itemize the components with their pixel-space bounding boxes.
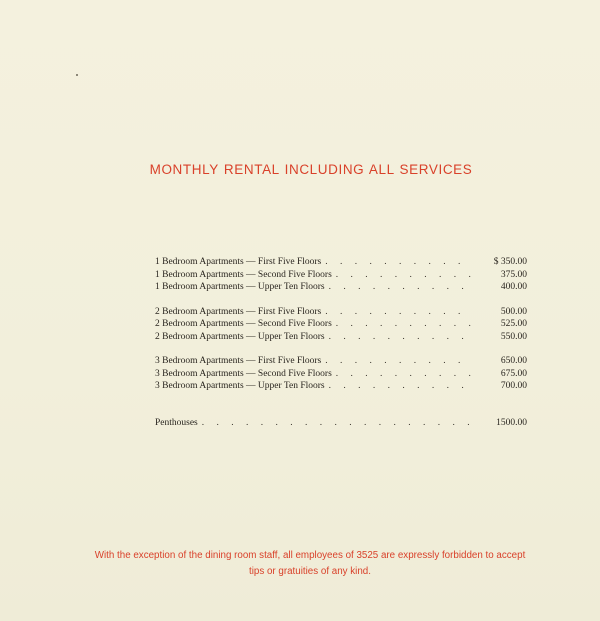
rental-row-price: 675.00 <box>500 368 527 379</box>
rental-row-price: 500.00 <box>500 306 527 317</box>
rental-row-price: 700.00 <box>500 381 527 391</box>
group-spacer <box>155 394 527 418</box>
dot-leader <box>325 257 473 267</box>
rental-row <box>155 307 527 320</box>
rental-row <box>155 257 527 270</box>
rental-row-price: 400.00 <box>500 282 527 292</box>
rental-row-label: 1 Bedroom Apartments — First Five Floors <box>155 257 322 267</box>
rental-row-label: 3 Bedroom Apartments — Upper Ten Floors <box>155 381 325 391</box>
rental-row-label: 2 Bedroom Apartments — Second Five Floors <box>155 319 332 329</box>
dot-leader <box>325 307 473 317</box>
dot-leader <box>329 332 473 342</box>
dot-leader <box>336 369 473 379</box>
rental-row-label: 3 Bedroom Apartments — Second Five Floors <box>155 368 332 379</box>
footer-line: tips or gratuities of any kind. <box>249 566 371 577</box>
dot-leader <box>336 270 473 280</box>
rental-row <box>155 270 527 283</box>
rental-row-label: 1 Bedroom Apartments — Upper Ten Floors <box>155 282 325 292</box>
paper-speck <box>76 74 78 76</box>
rental-row-label: 1 Bedroom Apartments — Second Five Floors <box>155 269 332 280</box>
rental-row-price: 375.00 <box>500 269 527 280</box>
rental-row <box>155 356 527 369</box>
rental-row <box>155 319 527 332</box>
rental-row-label: 2 Bedroom Apartments — First Five Floors <box>155 306 322 317</box>
penthouse-row <box>155 418 527 431</box>
page-heading: MONTHLY RENTAL INCLUDING ALL SERVICES <box>149 162 473 177</box>
dot-leader <box>325 356 473 366</box>
rental-row-price: 525.00 <box>500 319 527 329</box>
rental-row <box>155 369 527 382</box>
footer-notice <box>30 548 590 580</box>
rental-row <box>155 332 527 345</box>
rental-row-label: 2 Bedroom Apartments — Upper Ten Floors <box>155 331 325 342</box>
rental-row-price: 650.00 <box>500 356 527 366</box>
footer-line: With the exception of the dining room staff, all employees of 3525 are expressly forbidden to accept <box>94 550 526 561</box>
dot-leader <box>329 381 473 391</box>
rental-row-price: 550.00 <box>500 331 527 342</box>
group-spacer <box>155 295 527 307</box>
dot-leader <box>336 319 473 329</box>
rental-row <box>155 381 527 394</box>
rental-row-label: 3 Bedroom Apartments — First Five Floors <box>155 356 322 366</box>
rental-table <box>155 257 527 430</box>
rental-row-label: Penthouses <box>155 417 198 428</box>
dot-leader <box>202 418 473 428</box>
group-spacer <box>155 344 527 356</box>
rental-row-price: $ 350.00 <box>493 257 527 267</box>
rental-row <box>155 282 527 295</box>
dot-leader <box>329 282 473 292</box>
rental-row-price: 1500.00 <box>496 417 527 428</box>
